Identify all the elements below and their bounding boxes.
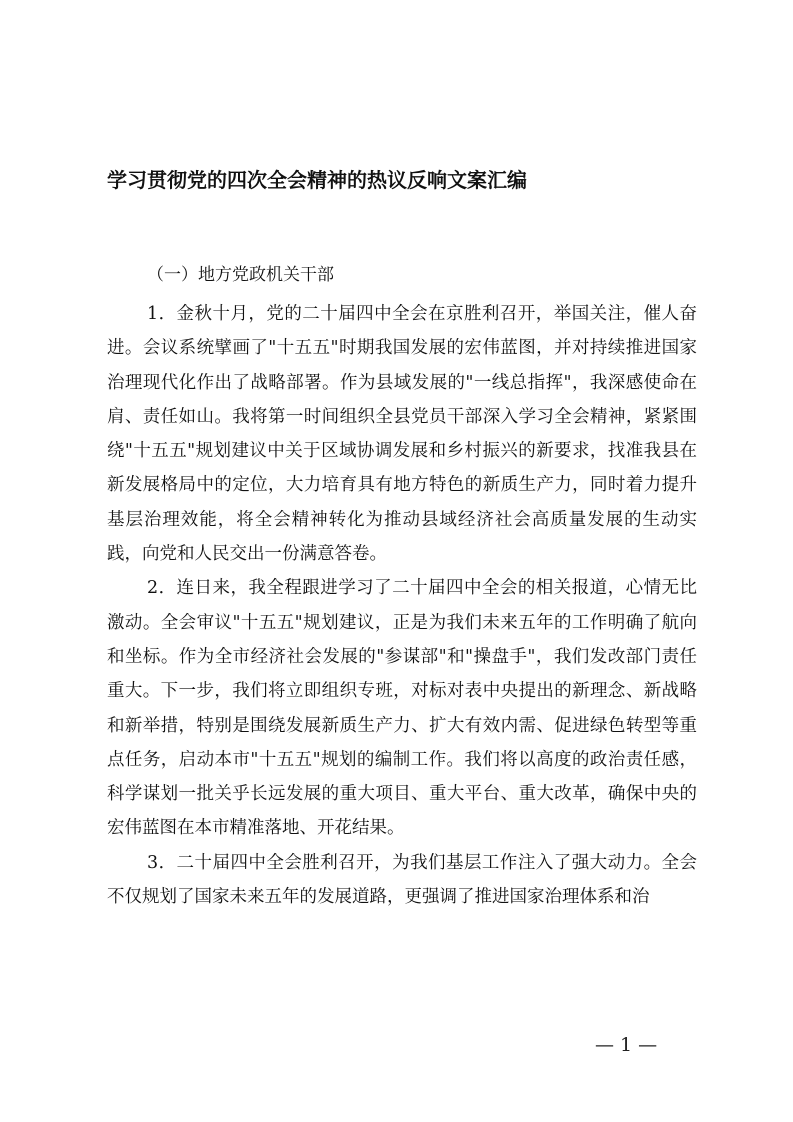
section-heading: （一）地方党政机关干部	[147, 265, 334, 285]
document-title: 学习贯彻党的四次全会精神的热议反响文案汇编	[107, 168, 527, 192]
paragraph-2: 2．连日来，我全程跟进学习了二十届四中全会的相关报道，心情无比激动。全会审议"十五五"规划建议，正是为我们未来五年的工作明确了航向和坐标。作为全市经济社会发展的"参谋部"和"操盘手"，我们发改部门责任重大。下一步，我们将立即组织专班，对标对表中央提出的新理念、新战略和新举措，特别是围绕发展新质生产力、扩大有效内需、促进绿色转型等重点任务，启动本市"十五五"规划的编制工作。我们将以高度的政治责任感，科学谋划一批关乎长远发展的重大项目、重大平台、重大改革，确保中央的宏伟蓝图在本市精准落地、开花结果。	[107, 578, 697, 839]
paragraph-1: 1．金秋十月，党的二十届四中全会在京胜利召开，举国关注，催人奋进。会议系统擘画了"十五五"时期我国发展的宏伟蓝图，并对持续推进国家治理现代化作出了战略部署。作为县域发展的"一线总指挥"，我深感使命在肩、责任如山。我将第一时间组织全县党员干部深入学习全会精神，紧紧围绕"十五五"规划建议中关于区域协调发展和乡村振兴的新要求，找准我县在新发展格局中的定位，大力培育具有地方特色的新质生产力，同时着力提升基层治理效能，将全会精神转化为推动县域经济社会高质量发展的生动实践，向党和人民交出一份满意答卷。	[107, 304, 697, 565]
paragraph-3: 3．二十届四中全会胜利召开，为我们基层工作注入了强大动力。全会不仅规划了国家未来五年的发展道路，更强调了推进国家治理体系和治	[107, 852, 697, 908]
document-body	[107, 297, 697, 914]
page-number: — 1 —	[595, 1034, 658, 1056]
